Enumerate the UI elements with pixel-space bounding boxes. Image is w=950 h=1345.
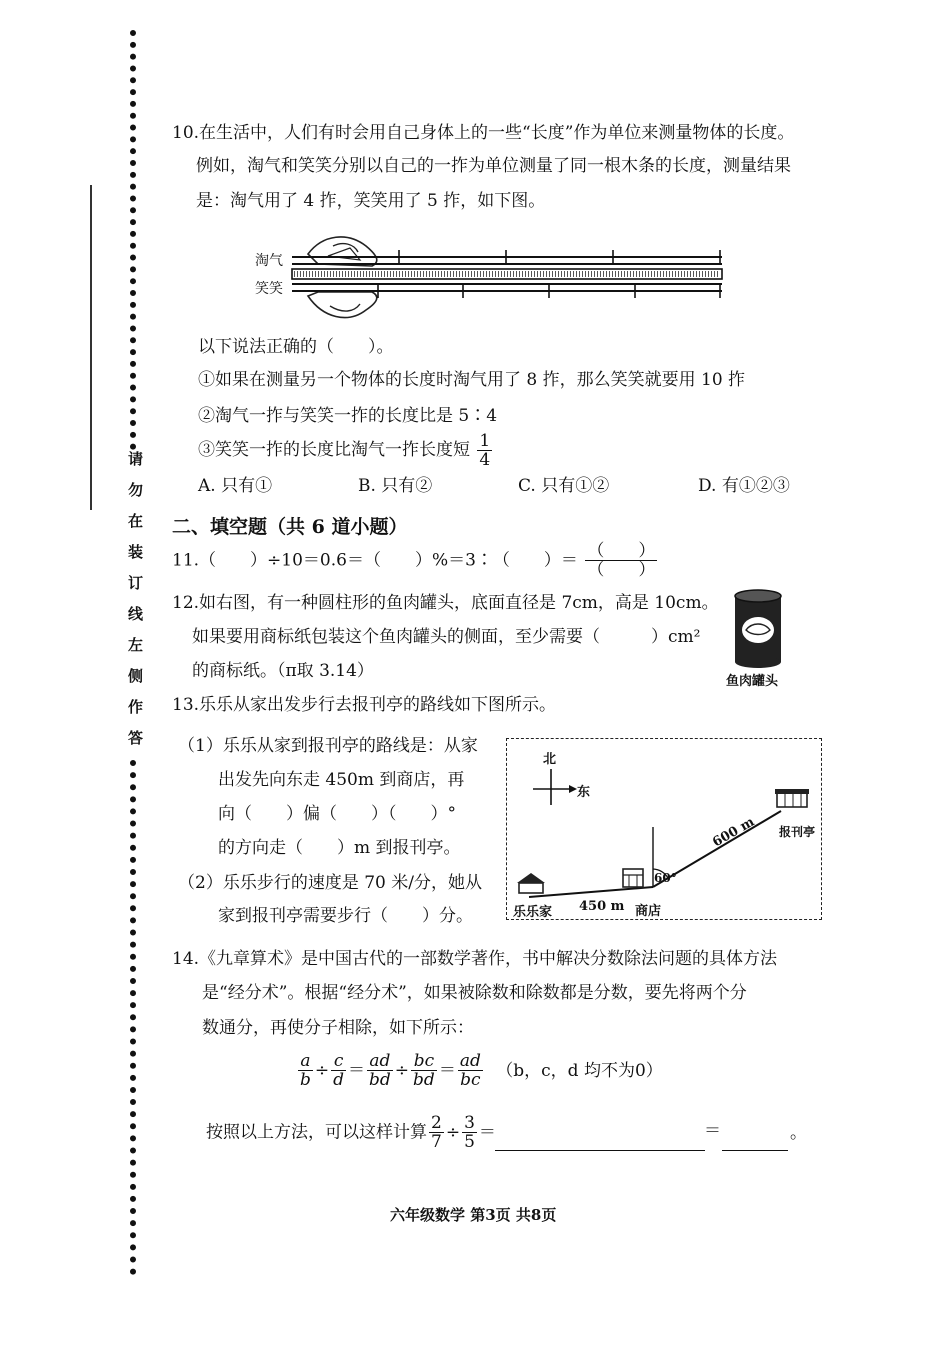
q13-part1-line1: （1）乐乐从家到报刊亭的路线是：从家	[178, 736, 478, 756]
q13-part1-line3: 向（ ）偏（ ）（ ）°	[218, 804, 456, 824]
fraction-denominator: （ ）	[587, 560, 656, 580]
q10-option-b: B. 只有②	[358, 476, 433, 496]
page-footer: 六年级数学 第3页 共8页	[390, 1206, 557, 1224]
fraction	[411, 1052, 437, 1089]
fraction-denominator: bc	[460, 1070, 481, 1090]
east-label: 东	[577, 785, 591, 800]
kiosk-label: 报刊亭	[779, 825, 816, 839]
fraction-denominator: 4	[479, 450, 491, 470]
answer-blank-1[interactable]	[495, 1150, 705, 1151]
q13-part1-line4: 的方向走（ ）m 到报刊亭。	[218, 838, 461, 858]
section-heading: 二、填空题（共 6 道小题）	[172, 516, 408, 538]
fraction-denominator: 5	[464, 1132, 475, 1152]
q10-prompt: 以下说法正确的（ ）。	[198, 337, 394, 357]
q12-line3: 的商标纸。（π取 3.14）	[192, 661, 374, 681]
label-xiaoxiao: 笑笑	[255, 281, 283, 297]
route-map	[506, 738, 822, 920]
label-taoqi: 淘气	[255, 253, 283, 269]
shop-label: 商店	[635, 904, 662, 919]
fraction	[298, 1052, 313, 1089]
q14-line3: 数通分，再使分子相除，如下所示：	[202, 1018, 474, 1038]
fraction-numerator: a	[298, 1052, 313, 1071]
q11-text: 11.（ ）÷10＝0.6＝（ ）%＝3∶（ ）＝	[172, 550, 578, 571]
q14-line1: 14.《九章算术》是中国古代的一部数学著作，书中解决分数除法问题的具体方法	[172, 949, 778, 969]
fraction-denominator: b	[300, 1070, 311, 1090]
fraction-numerator: 2	[431, 1113, 442, 1133]
binding-bar-left	[90, 420, 92, 510]
q13-line1: 13.乐乐从家出发步行去报刊亭的路线如下图所示。	[172, 695, 557, 715]
q11	[172, 542, 659, 579]
fraction-numerator: ad	[367, 1052, 393, 1071]
binding-char: 请	[128, 450, 144, 468]
q14-line2: 是“经分术”。根据“经分术”，如果被除数和除数都是分数，要先将两个分	[202, 983, 747, 1003]
stick-measure-diagram	[288, 226, 728, 332]
q12-line2: 如果要用商标纸包装这个鱼肉罐头的侧面，至少需要（ ）cm²	[192, 627, 701, 647]
period-mark: 。	[790, 1123, 807, 1143]
binding-char: 线	[128, 605, 144, 623]
distance-shop-kiosk: 600 m	[710, 814, 758, 851]
q12-line1: 12.如右图，有一种圆柱形的鱼肉罐头，底面直径是 7cm，高是 10cm。	[172, 593, 719, 613]
q13-part1-line2: 出发先向东走 450m 到商店，再	[218, 770, 465, 790]
fraction-numerator: 1	[479, 431, 491, 451]
q14-calc: 按照以上方法，可以这样计算 $\frac{2}{7}$ ÷ $\frac{3}{5}$ ＝	[206, 1113, 496, 1152]
q13-part2-line2: 家到报刊亭需要步行（ ）分。	[218, 906, 473, 926]
fraction-numerator: 3	[464, 1113, 475, 1133]
fraction	[462, 1114, 477, 1151]
fraction	[331, 1052, 346, 1089]
angle-label: 60°	[654, 871, 677, 885]
q10-statement-1: ①如果在测量另一个物体的长度时淘气用了 8 拃，那么笑笑就要用 10 拃	[198, 370, 746, 390]
fraction-denominator: d	[333, 1070, 345, 1090]
binding-char: 左	[128, 636, 144, 654]
binding-char: 作	[128, 698, 144, 716]
q10-option-c: C. 只有①②	[518, 476, 610, 496]
fraction	[458, 1052, 483, 1089]
q14-formula: $\frac{a}{b}$ ÷ $\frac{c}{d}$ ＝ $\frac{ad}{bd}$ ÷ $\frac{bc}{bd}$ ＝ $\frac{ad}{bc}$ （b，c，d 均不为0）	[300, 1051, 663, 1090]
home-label: 乐乐家	[513, 905, 553, 920]
fraction	[367, 1052, 393, 1089]
q14-calc-text: 按照以上方法，可以这样计算	[206, 1122, 427, 1143]
q10-statement-2: ②淘气一拃与笑笑一拃的长度比是 5∶4	[198, 406, 498, 426]
binding-char: 勿	[128, 481, 144, 499]
fraction-numerator: ad	[459, 1051, 481, 1071]
q10-line3: 是：淘气用了 4 拃，笑笑用了 5 拃，如下图。	[196, 191, 546, 211]
answer-blank-2[interactable]	[722, 1150, 788, 1151]
q10-fraction	[477, 432, 492, 469]
binding-bar-left	[90, 185, 92, 435]
q10-line1: 10.在生活中，人们有时会用自己身体上的一些“长度”作为单位来测量物体的长度。	[172, 123, 795, 143]
q10-line2: 例如，淘气和笑笑分别以自己的一拃为单位测量了同一根木条的长度，测量结果	[196, 156, 791, 176]
binding-dotted-line-bottom	[130, 760, 142, 1275]
binding-char: 在	[128, 512, 144, 530]
fraction-numerator: bc	[411, 1052, 437, 1071]
q10-statement-3	[198, 432, 494, 469]
binding-char: 侧	[128, 667, 144, 685]
fraction-denominator: bd	[413, 1070, 435, 1090]
q10-statement-3-text: ③笑笑一拃的长度比淘气一拃长度短	[198, 440, 470, 460]
equals-sign: ＝	[704, 1121, 721, 1141]
binding-char: 装	[128, 543, 144, 561]
q10-option-d: D. 有①②③	[698, 476, 790, 496]
fraction-numerator: c	[331, 1052, 346, 1071]
fraction-denominator: bd	[369, 1070, 391, 1090]
fraction	[429, 1114, 444, 1151]
north-label: 北	[543, 752, 557, 767]
q13-part2-line1: （2）乐乐步行的速度是 70 米/分，她从	[178, 873, 482, 893]
q14-condition: （b，c，d 均不为0）	[496, 1060, 663, 1081]
distance-home-shop: 450 m	[579, 899, 625, 914]
binding-char: 答	[128, 729, 144, 747]
fish-can-caption: 鱼肉罐头	[726, 674, 779, 689]
q10-option-a: A. 只有①	[198, 476, 273, 496]
fish-can-image	[732, 588, 784, 670]
fraction-denominator: 7	[431, 1132, 442, 1152]
fraction-numerator: （ ）	[587, 541, 656, 561]
binding-dotted-line-top	[130, 30, 142, 450]
q11-fraction	[585, 542, 657, 579]
binding-char: 订	[128, 574, 144, 592]
